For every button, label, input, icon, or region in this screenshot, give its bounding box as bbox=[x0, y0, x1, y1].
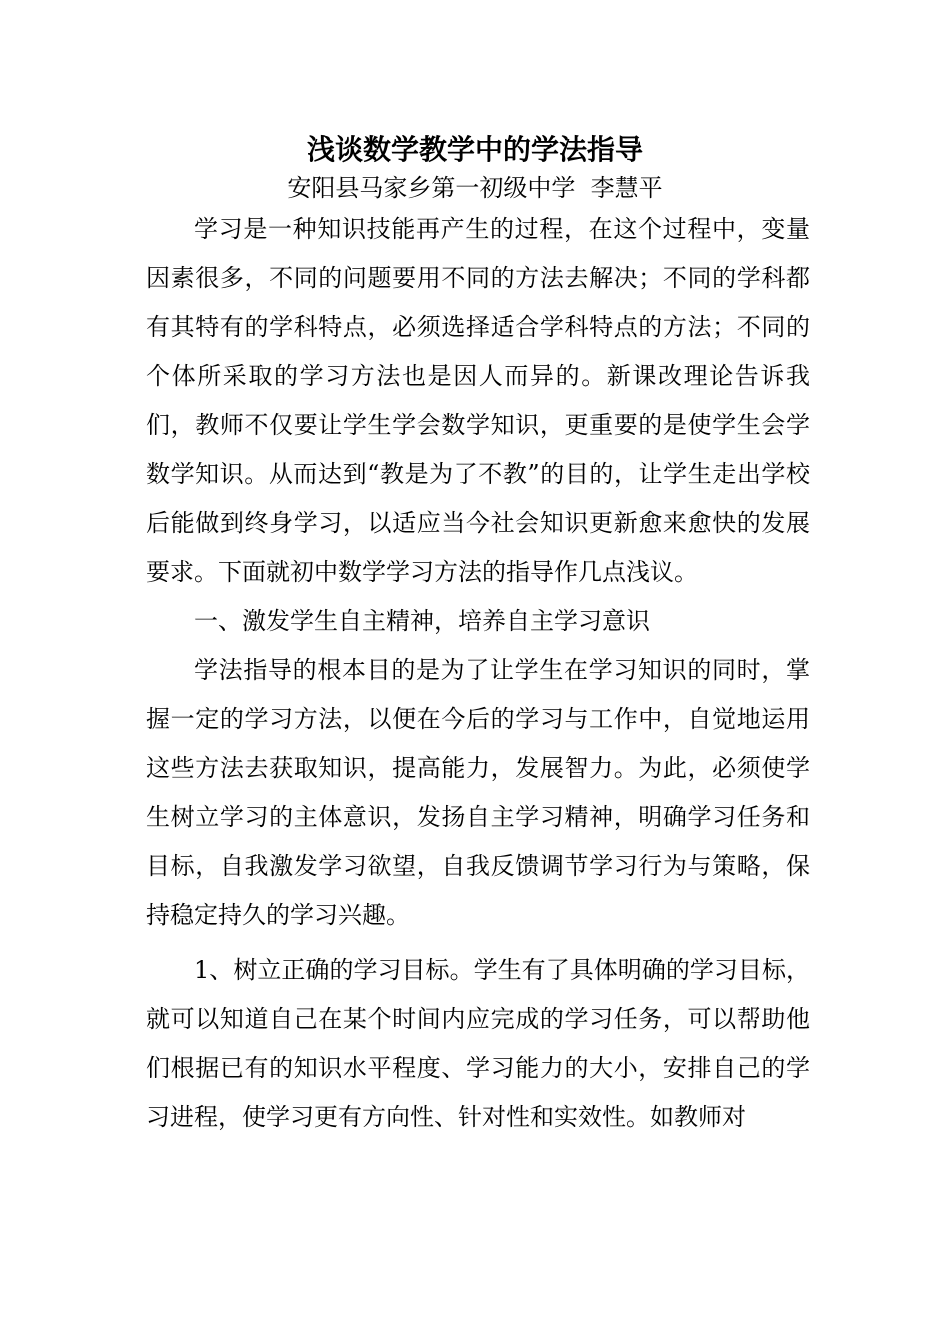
document-byline: 安阳县马家乡第一初级中学 李慧平 bbox=[287, 174, 663, 202]
section-heading-1: 一、激发学生自主精神，培养自主学习意识 bbox=[194, 607, 650, 635]
paragraph-intro: 学习是一种知识技能再产生的过程，在这个过程中，变量因素很多，不同的问题要用不同的方法去解决；不同的学科都有其特有的学科特点，必须选择适合学科特点的方法；不同的个体所采取的学习方法也是因人而异的。新课改理论告诉我们，教师不仅要让学生学会数学知识，更重要的是使学生会学数学知识。从而达到“教是为了不教”的目的，让学生走出学校后能做到终身学习，以适应当今社会知识更新愈来愈快的发展要求。下面就初中数学学习方法的指导作几点浅议。 bbox=[146, 215, 810, 586]
document-title: 浅谈数学教学中的学法指导 bbox=[306, 133, 643, 166]
paragraph-point-1: 1、树立正确的学习目标。学生有了具体明确的学习目标，就可以知道自己在某个时间内应完成的学习任务，可以帮助他们根据已有的知识水平程度、学习能力的大小，安排自己的学习进程，使学习更有方向性、针对性和实效性。如教师对 bbox=[146, 956, 810, 1131]
paragraph-section-1: 学法指导的根本目的是为了让学生在学习知识的同时，掌握一定的学习方法，以便在今后的学习与工作中，自觉地运用这些方法去获取知识，提高能力，发展智力。为此，必须使学生树立学习的主体意识，发扬自主学习精神，明确学习任务和目标，自我激发学习欲望，自我反馈调节学习行为与策略，保持稳定持久的学习兴趣。 bbox=[146, 656, 810, 929]
document-body bbox=[146, 205, 810, 1142]
